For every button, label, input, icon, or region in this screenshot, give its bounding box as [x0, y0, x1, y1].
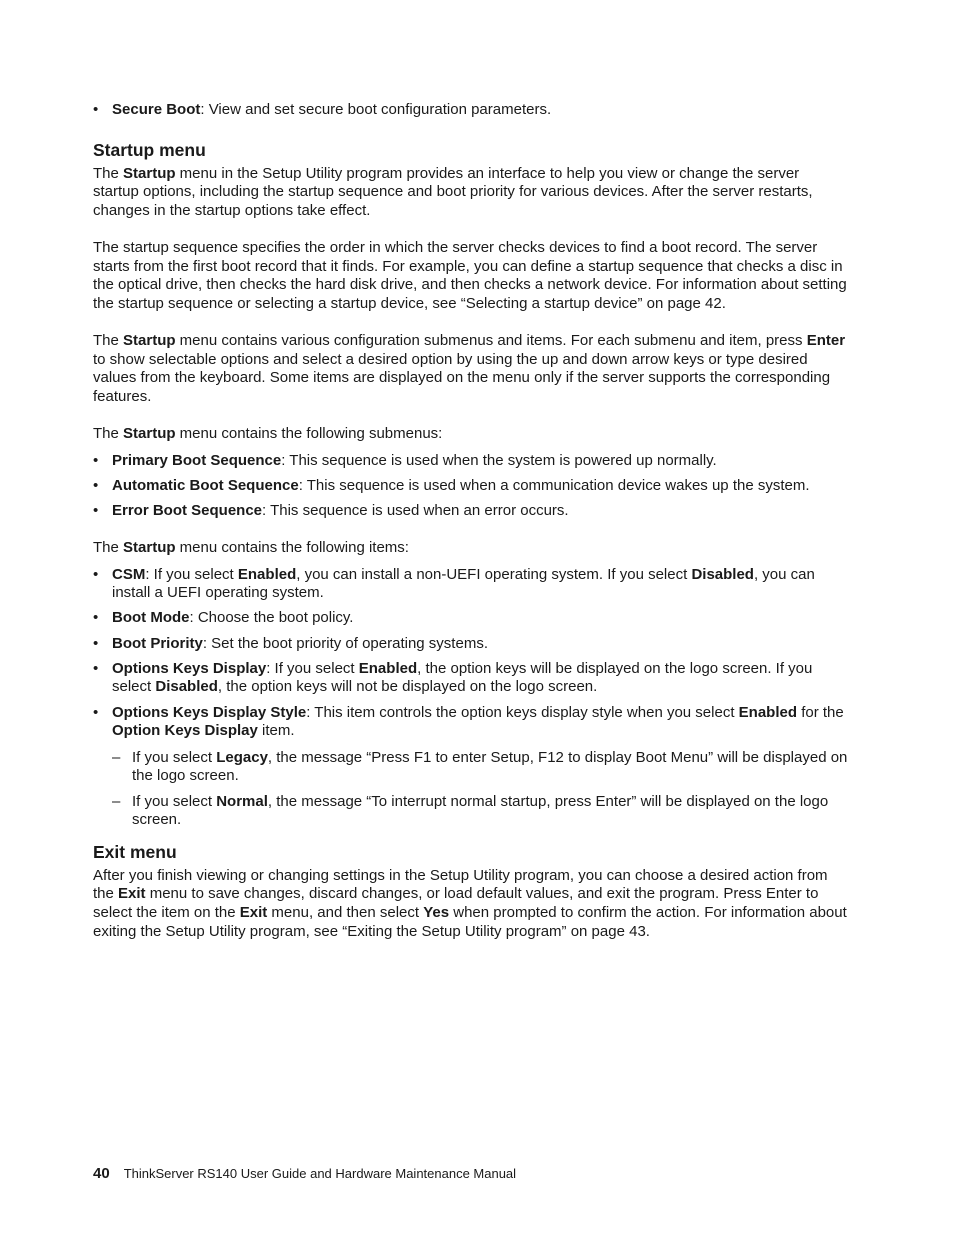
- term: Options Keys Display Style: [112, 703, 307, 721]
- bold-text: Exit: [118, 885, 146, 903]
- intro-bullet-list: [93, 101, 848, 120]
- text: : If you select: [145, 565, 238, 583]
- bullet-secure-boot: [93, 101, 848, 120]
- text: After you finish viewing or changing settings in the Setup Utility program, you can choose a desired action from the: [93, 866, 828, 903]
- description: : This sequence is used when the system is powered up normally.: [281, 451, 717, 469]
- bold-text: Legacy: [216, 748, 268, 766]
- bold-text: Option Keys Display: [112, 722, 258, 740]
- paragraph-startup-intro: [93, 165, 848, 221]
- text: , you can install a non-UEFI operating system. If you select: [296, 565, 692, 583]
- description: : Set the boot priority of operating systems.: [202, 634, 488, 652]
- text: : This item controls the option keys display style when you select: [306, 703, 739, 721]
- text: , the option keys will not be displayed on the logo screen.: [217, 678, 598, 696]
- list-item: [93, 477, 848, 496]
- paragraph-exit: [93, 867, 848, 941]
- text: The: [93, 539, 124, 557]
- text: menu to save changes, discard changes, or load default values, and exit the program. Press Enter to select the item on the: [93, 885, 819, 921]
- text: If you select: [132, 748, 217, 766]
- items-list: [93, 566, 848, 741]
- bold-text: Enabled: [738, 703, 798, 721]
- text: menu in the Setup Utility program provides an interface to help you view or change the server startup options, including the startup sequence and boot priority for various devices. After the server restarts, changes in the startup options take effect.: [93, 164, 813, 219]
- page-footer: [93, 1165, 516, 1183]
- term: Options Keys Display: [112, 659, 267, 677]
- description: : This sequence is used when an error occurs.: [262, 501, 569, 519]
- list-item-boot-priority: [93, 635, 848, 654]
- section-title-startup: Startup menu: [93, 139, 206, 160]
- bold-text: Startup: [123, 331, 176, 349]
- page-content: [93, 101, 848, 960]
- bold-text: Startup: [123, 164, 176, 182]
- text: , the option keys will be displayed on the logo screen. If you select: [112, 659, 813, 696]
- section-title-exit: Exit menu: [93, 841, 177, 862]
- text: The: [93, 424, 124, 442]
- term: Automatic Boot Sequence: [112, 476, 299, 494]
- term: Secure Boot: [112, 101, 201, 118]
- bold-text: Exit: [239, 903, 268, 921]
- display-style-options-list: [112, 749, 848, 830]
- term: Boot Priority: [112, 634, 203, 652]
- list-item-legacy: [112, 749, 848, 786]
- text: to show selectable options and select a desired option by using the up and down arrow keys or type desired values from the keyboard. Some items are displayed on the menu only if the server supports the corresponding features.: [93, 350, 831, 405]
- bold-text: Startup: [123, 424, 176, 442]
- paragraph-items-lead: [93, 539, 848, 558]
- bold-text: Enabled: [358, 659, 418, 677]
- bold-text: Yes: [423, 903, 450, 921]
- list-item-boot-mode: [93, 609, 848, 628]
- bold-text: Disabled: [691, 565, 754, 583]
- list-item-options-keys-display-style: [93, 704, 848, 741]
- list-item: [93, 452, 848, 471]
- text: menu contains various configuration submenus and items. For each submenu and item, press: [175, 331, 807, 349]
- term: Boot Mode: [112, 609, 190, 627]
- bold-text: Enabled: [237, 565, 297, 583]
- text: , you can install a UEFI operating system.: [112, 565, 815, 602]
- text: : If you select: [266, 659, 359, 677]
- text: menu, and then select: [267, 903, 424, 921]
- list-item: [93, 502, 848, 521]
- list-item-csm: [93, 566, 848, 603]
- page-number: 40: [93, 1165, 110, 1182]
- paragraph-submenus-lead: [93, 425, 848, 444]
- text: The: [93, 164, 124, 182]
- submenu-list: [93, 452, 848, 521]
- description: : Choose the boot policy.: [189, 609, 354, 627]
- term: CSM: [112, 565, 146, 583]
- bold-text: Disabled: [155, 678, 218, 696]
- bold-text: Enter: [806, 331, 846, 349]
- paragraph-startup-sequence: The startup sequence specifies the order in which the server checks devices to find a boot record. The server starts from the first boot record that it finds. For example, you can define a startup sequence that checks a disc in the optical drive, then checks the hard disk drive, and then checks a network device. For information about setting the startup sequence or selecting a startup device, see “Selecting a startup device” on page 42.: [93, 238, 847, 312]
- manual-title: ThinkServer RS140 User Guide and Hardware Maintenance Manual: [123, 1166, 517, 1181]
- description: : This sequence is used when a communication device wakes up the system.: [298, 476, 810, 494]
- bold-text: Startup: [123, 539, 176, 557]
- term: Error Boot Sequence: [112, 501, 263, 519]
- text: when prompted to confirm the action. For information about exiting the Setup Utility program, see “Exiting the Setup Utility program” on page 43.: [93, 903, 847, 940]
- text: menu contains the following submenus:: [175, 424, 443, 442]
- list-item-normal: [112, 793, 848, 830]
- text: menu contains the following items:: [175, 539, 409, 557]
- text: The: [93, 331, 124, 349]
- text: item.: [257, 722, 295, 740]
- paragraph-startup-config: [93, 332, 848, 406]
- text: , the message “To interrupt normal startup, press Enter” will be displayed on the logo screen.: [132, 792, 829, 829]
- list-item-options-keys-display: [93, 660, 848, 697]
- text: for the: [797, 703, 844, 721]
- description: : View and set secure boot configuration parameters.: [200, 101, 552, 118]
- text: If you select: [132, 792, 217, 810]
- text: , the message “Press F1 to enter Setup, F12 to display Boot Menu” will be displayed on the logo screen.: [132, 748, 848, 785]
- bold-text: Normal: [216, 792, 268, 810]
- term: Primary Boot Sequence: [112, 451, 282, 469]
